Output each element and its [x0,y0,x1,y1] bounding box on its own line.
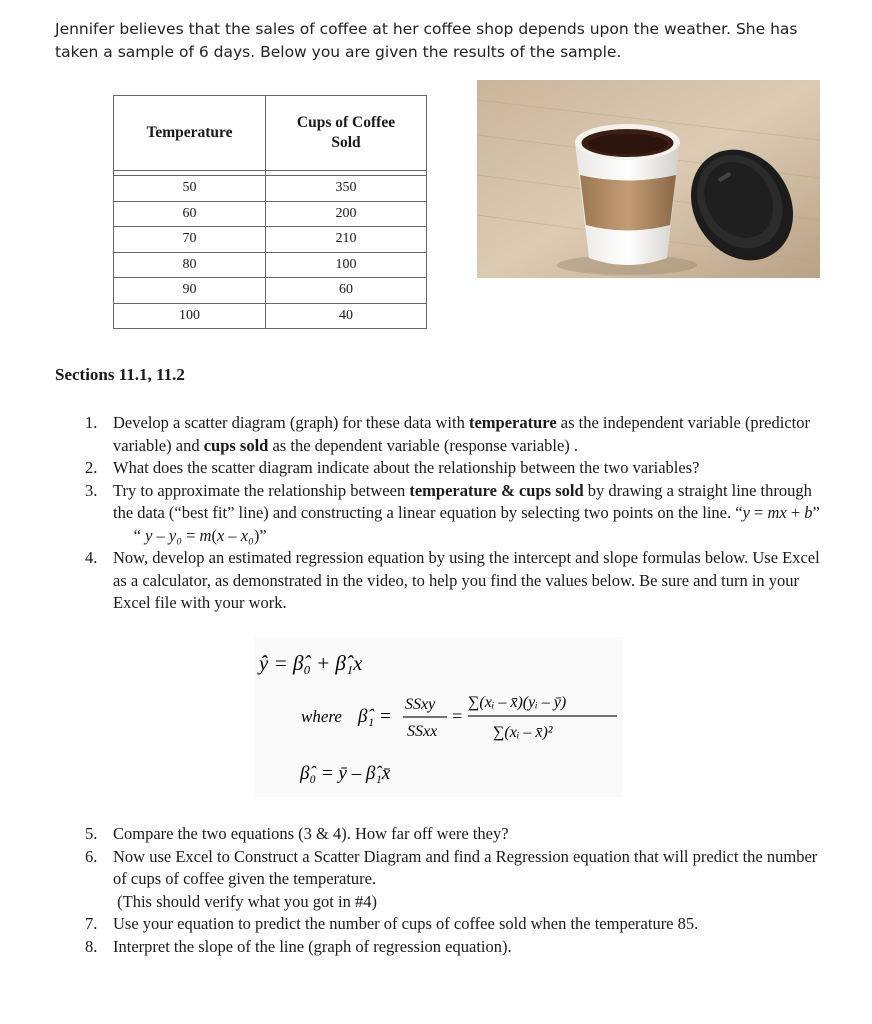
question-item [0,457,833,480]
question-item [0,936,833,959]
cups-sold-cell: 210 [266,227,427,253]
sample-table [113,95,427,329]
question-list-2 [0,823,833,958]
table-body [114,171,427,329]
table-row [114,278,427,304]
question-number: 3. [85,480,98,500]
question-text: Interpret the slope of the line (graph of regression equation). [113,936,512,956]
question-item [0,480,833,548]
coffee-cup-photo [477,80,820,278]
cups-sold-cell: 40 [266,303,427,329]
table-row [114,201,427,227]
intercept-equation: β̂₀ = ȳ – β̂₁x̄ [300,763,391,784]
sum-numerator: ∑(xᵢ – x̄)(yᵢ – ȳ) [468,694,567,711]
sum-denominator: ∑(xᵢ – x̄)² [493,724,553,741]
question-item [0,412,833,457]
table-row [114,227,427,253]
table-row [114,252,427,278]
temperature-cell: 80 [114,252,266,278]
cups-sold-cell: 60 [266,278,427,304]
cups-sold-cell: 200 [266,201,427,227]
question-item [0,913,833,936]
question-text: Now, develop an estimated regression equation by using the intercept and slope formulas below. Use Excel as a calculator, as demonstrated in the video, to help you find the values below. Be sure and turn in your Excel file with your work. [113,548,820,612]
temperature-cell: 50 [114,176,266,202]
cups-sold-cell: 350 [266,176,427,202]
regression-formula [255,637,623,797]
question-number: 8. [85,936,98,956]
question-text: Now use Excel to Construct a Scatter Diagram and find a Regression equation that will predict the number of cups of coffee given the temperature. (This should verify what you got in #4) [113,846,818,911]
question-number: 6. [85,846,98,866]
question-text: Develop a scatter diagram (graph) for these data with temperature as the independent variable (predictor variable) and cups sold as the dependent variable (response variable) . [113,413,810,455]
section-heading: Sections 11.1, 11.2 [55,365,185,384]
question-number: 5. [85,824,98,843]
temperature-cell: 100 [114,303,266,329]
cups-sold-cell: 100 [266,252,427,278]
question-number: 1. [85,413,98,432]
question-number: 7. [85,914,98,933]
header-cups-sold: Cups of Coffee Sold [266,96,427,171]
table-row [114,303,427,329]
intro-paragraph: Jennifer believes that the sales of coffee at her coffee shop depends upon the weather. She has taken a sample of 6 days. Below you are given the results of the sample. [55,20,798,61]
question-number: 2. [85,458,98,477]
question-text: Compare the two equations (3 & 4). How far off were they? [113,824,509,843]
question-list-1 [0,412,833,615]
question-number: 4. [85,548,98,567]
question-item [0,823,833,846]
question-text: Use your equation to predict the number of cups of coffee sold when the temperature 85. [113,914,699,933]
question-item [0,846,833,914]
header-temperature: Temperature [114,96,266,171]
question-text: Try to approximate the relationship between temperature & cups sold by drawing a straight line through the data (“best fit” line) and constructing a linear equation by selecting two points on the line. “y = mx + b” “ y – y₀ = m(x – x₀)” [113,480,820,545]
table-header-row [114,96,427,171]
table-row [114,176,427,202]
equals-sign: = [451,706,464,726]
temperature-cell: 70 [114,227,266,253]
ss-numerator: SSxy [405,696,436,713]
ss-denominator: SSxx [407,723,438,740]
regression-equation: ŷ = β̂₀ + β̂₁x [259,651,363,675]
question-text: What does the scatter diagram indicate about the relationship between the two variables? [113,458,700,477]
slope-lhs: β̂₁ = [358,706,392,727]
temperature-cell: 90 [114,278,266,304]
question-item [0,547,833,615]
temperature-cell: 60 [114,201,266,227]
where-label: where [301,707,342,726]
